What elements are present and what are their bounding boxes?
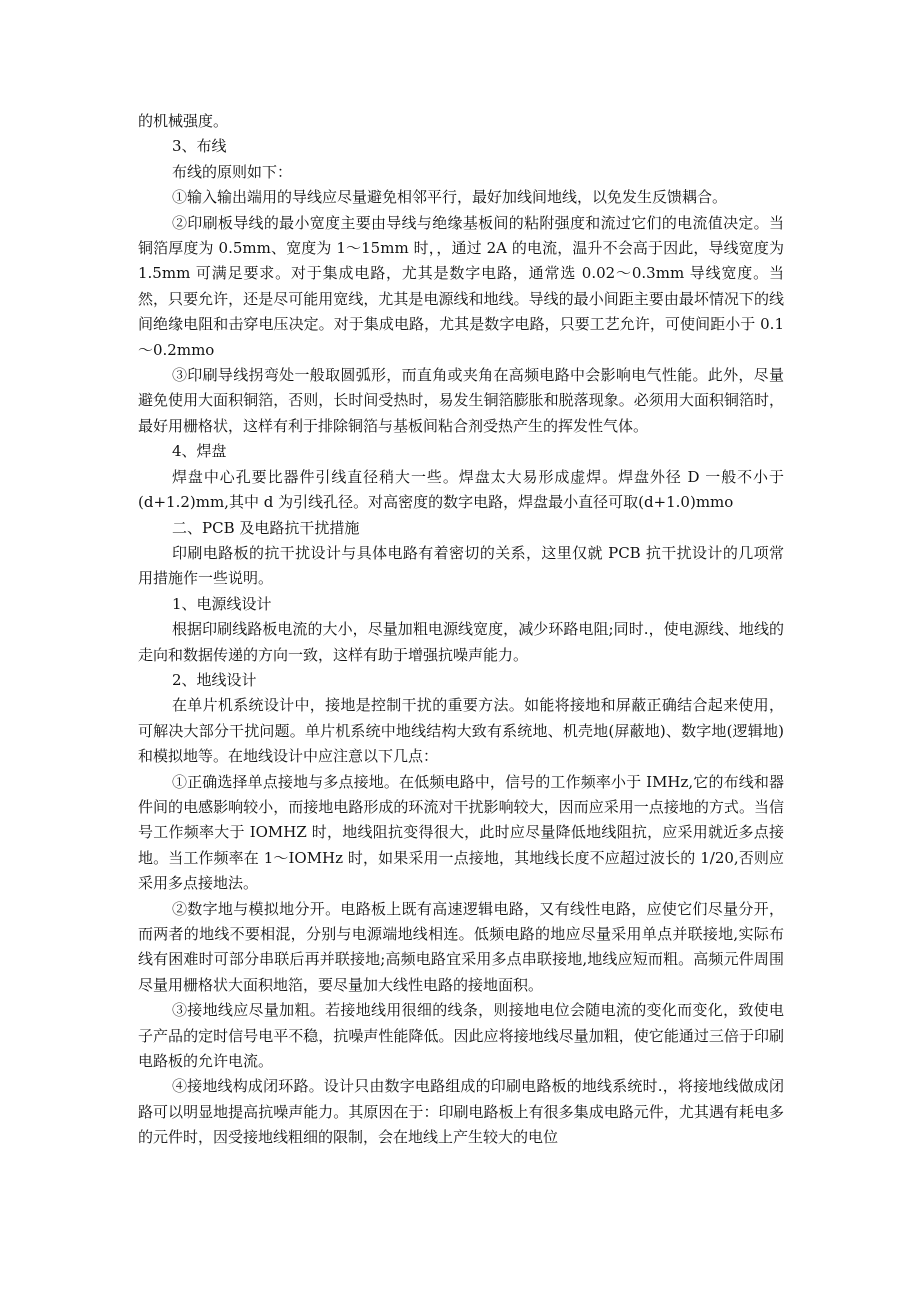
paragraph-ground-rule-2: ②数字地与模拟地分开。电路板上既有高速逻辑电路，又有线性电路，应使它们尽量分开，而两者的地线不要相混，分别与电源端地线相连。低频电路的地应尽量采用单点并联接地,实际布线有困难时可部分串联后再并联接地;高频电路宜采用多点串联接地,地线应短而粗。高频元件周围尽量用栅格状大面积地箔，要尽量加大线性电路的接地面积。 bbox=[138, 899, 784, 994]
paragraph-continuation: 的机械强度。 bbox=[138, 112, 229, 130]
section-heading-power-line: 1、电源线设计 bbox=[172, 594, 272, 613]
paragraph-ground-rule-4: ④接地线构成闭环路。设计只由数字电路组成的印刷电路板的地线系统时.，将接地线做成闭路可以明显地提高抗噪声能力。其原因在于：印刷电路板上有很多集成电路元件，尤其遇有耗电多的元件时，因受接地线粗细的限制，会在地线上产生较大的电位 bbox=[138, 1077, 784, 1147]
document-page bbox=[138, 109, 784, 1151]
section-heading-ground-line: 2、地线设计 bbox=[172, 670, 257, 689]
paragraph-anti-interference-intro: 印刷电路板的抗干扰设计与具体电路有着密切的关系，这里仅就 PCB 抗干扰设计的几项常用措施作一些说明。 bbox=[138, 543, 784, 588]
paragraph-wiring-rule-2: ②印刷板导线的最小宽度主要由导线与绝缘基板间的粘附强度和流过它们的电流值决定。当铜箔厚度为 0.5mm、宽度为 1～15mm 时，，通过 2A 的电流，温升不会高于因此，导线宽度为 1.5mm 可满足要求。对于集成电路，尤其是数字电路，通常选 0.02～0.3mm 导线宽度。当然，只要允许，还是尽可能用宽线，尤其是电源线和地线。导线的最小间距主要由最坏情况下的线间绝缘电阻和击穿电压决定。对于集成电路，尤其是数字电路，只要工艺允许，可使间距小于 0.1～0.2mmo bbox=[138, 213, 784, 359]
section-heading-pad: 4、焊盘 bbox=[172, 442, 227, 461]
paragraph-wiring-rule-1: ①输入输出端用的导线应尽量避免相邻平行，最好加线间地线，以免发生反馈耦合。 bbox=[172, 188, 728, 207]
paragraph-wiring-rule-3: ③印刷导线拐弯处一般取圆弧形，而直角或夹角在高频电路中会影响电气性能。此外，尽量避免使用大面积铜箔，否则，长时间受热时，易发生铜箔膨胀和脱落现象。必须用大面积铜箔时，最好用栅格状，这样有利于排除铜箔与基板间粘合剂受热产生的挥发性气体。 bbox=[138, 366, 784, 435]
paragraph-power-line: 根据印刷线路板电流的大小，尽量加粗电源线宽度，减少环路电阻;同时.，使电源线、地线的走向和数据传递的方向一致，这样有助于增强抗噪声能力。 bbox=[138, 620, 784, 664]
chapter-heading-anti-interference: 二、PCB 及电路抗干扰措施 bbox=[172, 518, 360, 537]
section-heading-wiring: 3、布线 bbox=[172, 137, 227, 156]
paragraph-ground-rule-3: ③接地线应尽量加粗。若接地线用很细的线条，则接地电位会随电流的变化而变化，致使电子产品的定时信号电平不稳，抗噪声性能降低。因此应将接地线尽量加粗，使它能通过三倍于印刷电路板的允许电流。 bbox=[138, 1001, 784, 1071]
paragraph-ground-rule-1: ①正确选择单点接地与多点接地。在低频电路中，信号的工作频率小于 IMHz,它的布线和器件间的电感影响较小，而接地电路形成的环流对干扰影响较大，因而应采用一点接地的方式。当信号工作频率大于 IOMHZ 时，地线阻抗变得很大，此时应尽量降低地线阻抗，应采用就近多点接地。当工作频率在 1～IOMHz 时，如果采用一点接地，其地线长度不应超过波长的 1/20,否则应采用多点接地法。 bbox=[138, 772, 784, 893]
paragraph-ground-intro: 在单片机系统设计中，接地是控制干扰的重要方法。如能将接地和屏蔽正确结合起来使用，可解决大部分干扰问题。单片机系统中地线结构大致有系统地、机壳地(屏蔽地)、数字地(逻辑地)和模拟地等。在地线设计中应注意以下几点： bbox=[138, 696, 784, 766]
paragraph-wiring-intro: 布线的原则如下： bbox=[172, 162, 293, 181]
paragraph-pad: 焊盘中心孔要比器件引线直径稍大一些。焊盘太大易形成虚焊。焊盘外径 D 一般不小于(d+1.2)mm,其中 d 为引线孔径。对高密度的数字电路，焊盘最小直径可取(d+1.0)mmo bbox=[138, 467, 784, 512]
